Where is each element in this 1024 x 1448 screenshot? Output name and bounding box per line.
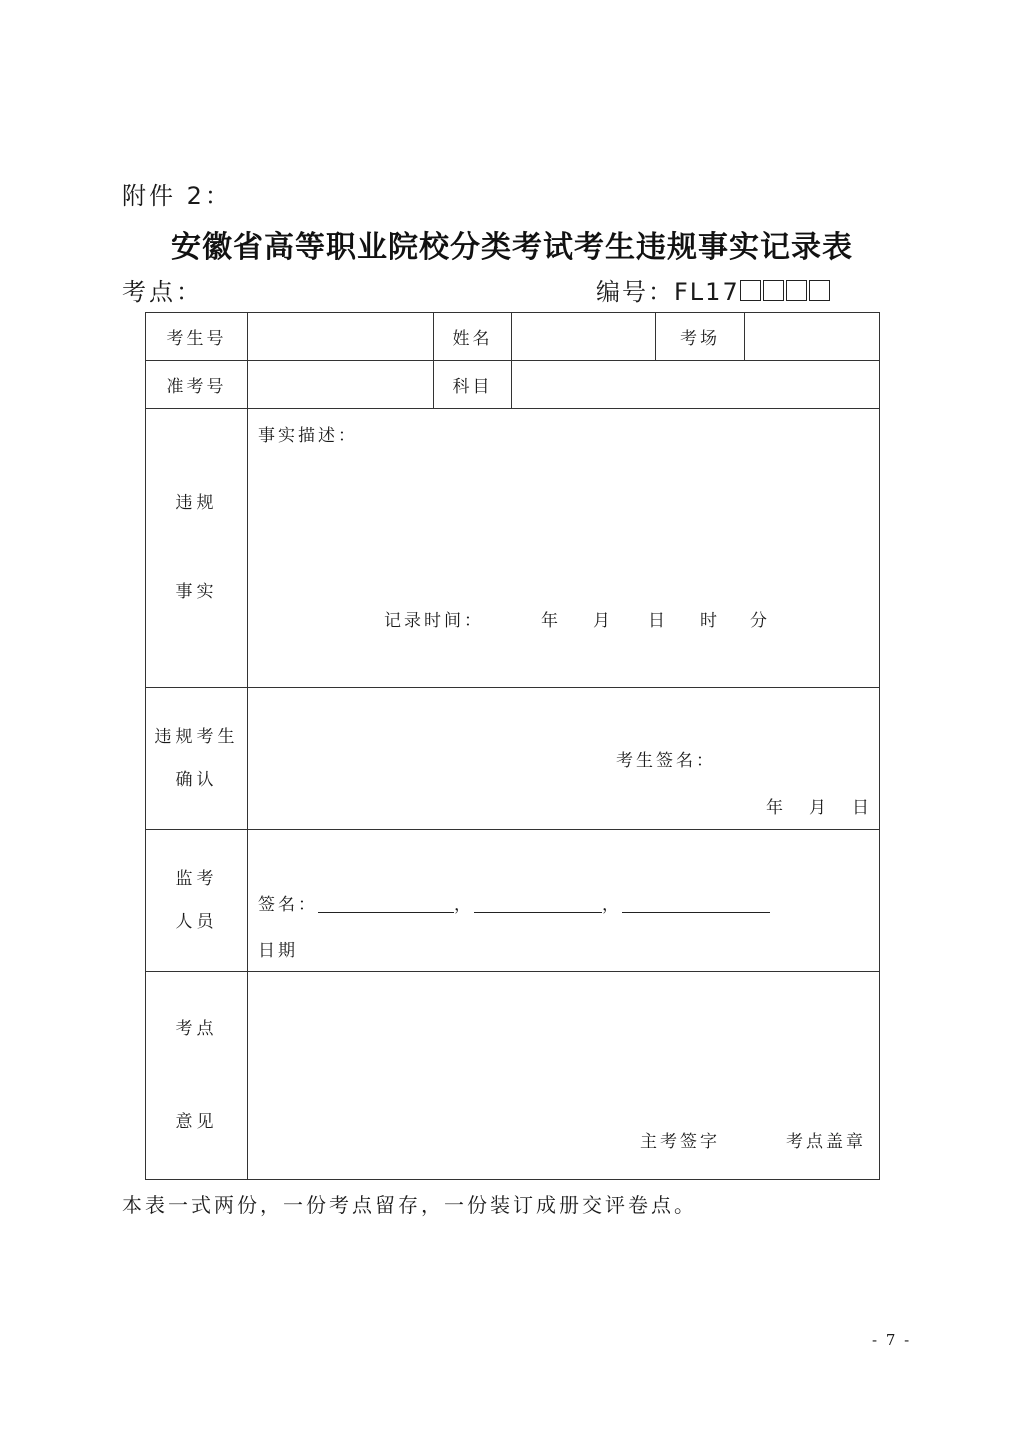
description-label: 事实描述：	[258, 426, 358, 446]
student-signature-label: 考生签名：	[616, 751, 716, 771]
invigilator-field[interactable]	[248, 830, 880, 972]
violation-label	[146, 409, 248, 688]
invigilator-label-line2: 人员	[175, 911, 218, 932]
site-opinion-field[interactable]	[248, 972, 880, 1180]
confirm-month-label: 月	[809, 798, 829, 818]
site-opinion-label	[146, 972, 248, 1180]
signature-line[interactable]	[622, 894, 770, 913]
site-opinion-label-line1: 考点	[175, 1018, 218, 1039]
confirmation-field[interactable]	[248, 688, 880, 830]
violation-record-table	[145, 312, 880, 1180]
signature-line[interactable]	[318, 894, 454, 913]
record-minute-label: 分	[750, 611, 770, 631]
signature-line[interactable]	[474, 894, 602, 913]
confirm-year-label: 年	[766, 798, 786, 818]
confirmation-label-line1: 违规考生	[154, 726, 239, 747]
serial-digit-box[interactable]	[763, 280, 784, 301]
invigilator-label-line1: 监考	[175, 868, 218, 889]
page-number: - 7 -	[872, 1331, 912, 1349]
invigilator-label	[146, 830, 248, 972]
signature-separator: ，	[602, 895, 622, 915]
record-time-label: 记录时间：	[384, 611, 484, 631]
serial-digit-box[interactable]	[740, 280, 761, 301]
invigilator-signature-label: 签名：	[258, 895, 318, 915]
serial-prefix: FL17	[674, 278, 740, 306]
violation-facts-field[interactable]	[248, 409, 880, 688]
record-day-label: 日	[648, 611, 668, 631]
admission-number-field[interactable]	[248, 361, 434, 409]
record-year-label: 年	[541, 611, 561, 631]
record-month-label: 月	[593, 611, 613, 631]
attachment-label: 附件 2：	[122, 182, 232, 210]
confirm-day-label: 日	[852, 798, 872, 818]
signature-separator: ，	[454, 895, 474, 915]
site-seal-label: 考点盖章	[786, 1132, 866, 1152]
subject-label: 科目	[434, 361, 512, 409]
serial-digit-box[interactable]	[786, 280, 807, 301]
confirmation-label-line2: 确认	[175, 769, 218, 790]
form-title: 安徽省高等职业院校分类考试考生违规事实记录表	[171, 230, 853, 265]
site-opinion-label-line2: 意见	[175, 1111, 218, 1132]
footer-note: 本表一式两份，一份考点留存，一份装订成册交评卷点。	[122, 1193, 697, 1217]
serial-number	[596, 272, 832, 307]
violation-label-line1: 违规	[175, 493, 218, 513]
name-field[interactable]	[512, 313, 656, 361]
room-label: 考场	[656, 313, 745, 361]
record-hour-label: 时	[700, 611, 720, 631]
invigilator-date-label: 日期	[258, 941, 298, 961]
subject-field[interactable]	[512, 361, 880, 409]
invigilator-signature-row	[258, 890, 770, 915]
exam-number-field[interactable]	[248, 313, 434, 361]
serial-label: 编号：	[596, 278, 674, 306]
serial-digit-box[interactable]	[809, 280, 830, 301]
room-field[interactable]	[745, 313, 880, 361]
confirmation-label	[146, 688, 248, 830]
exam-site-label: 考点：	[122, 278, 203, 306]
admission-number-label: 准考号	[146, 361, 248, 409]
chief-signature-label: 主考签字	[640, 1132, 720, 1152]
name-label: 姓名	[434, 313, 512, 361]
violation-label-line2: 事实	[175, 582, 218, 602]
exam-number-label: 考生号	[146, 313, 248, 361]
